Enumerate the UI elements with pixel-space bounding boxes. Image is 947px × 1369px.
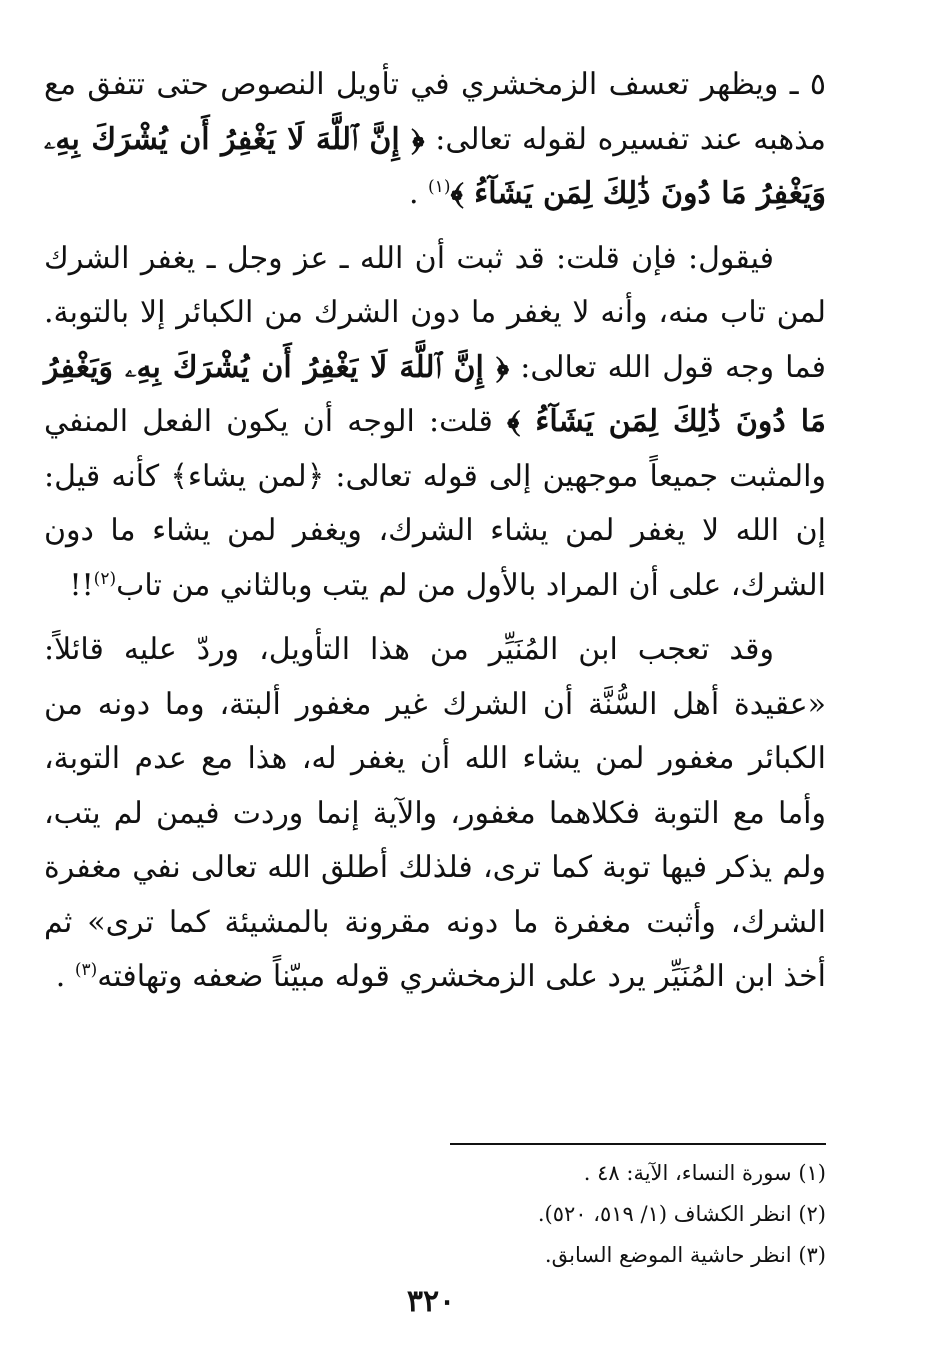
paragraph-1 <box>44 58 826 222</box>
footnote-1: (١) سورة النساء، الآية: ٤٨ . <box>583 1161 826 1185</box>
footnote-ref: (١) <box>428 177 451 197</box>
footnote-ref: (٢) <box>93 568 117 589</box>
paragraph-2 <box>44 232 826 614</box>
paragraph-3 <box>44 623 826 1005</box>
quran-quote: ﴿ إِنَّ ٱللَّهَ لَا يَغْفِرُ أَن يُشْرَكَ بِهِۦ وَيَغْفِرُ مَا دُونَ ذَٰلِكَ لِمَن يَشَآءُ ﴾ <box>44 349 826 439</box>
text-run: . <box>55 959 75 994</box>
main-text <box>44 58 826 1005</box>
footnote-3: (٣) انظر حاشية الموضع السابق. <box>544 1243 826 1267</box>
text-run: !! <box>69 567 94 603</box>
text-run: فيقول: فإن قلت: قد ثبت أن الله ـ عز وجل ـ يغفر الشرك لمن تاب منه، وأنه لا يغفر ما دون الشرك من الكبائر إلا بالتوبة. فما وجه قول الله تعالى: <box>44 240 827 385</box>
page-number: ٣٢٠ <box>406 1284 456 1319</box>
text-run: وقد تعجب ابن المُنَيِّر من هذا التأويل، وردّ عليه قائلاً: «عقيدة أهل السُّنَّة أن الشرك غير مغفور ألبتة، وما دونه من الكبائر مغفور لمن يشاء الله أن يغفر له، هذا مع عدم التوبة، وأما مع التوبة فكلاهما مغفور، والآية إنما وردت فيمن لم يتب، ولم يذكر فيها توبة كما ترى، فلذلك أطلق الله تعالى نفي مغفرة الشرك، وأثبت مغفرة ما دونه مقرونة بالمشيئة كما ترى» ثم أخذ ابن المُنَيِّر يرد على الزمخشري قوله مبيّناً ضعفه وتهافته <box>44 632 827 994</box>
text-run: . <box>408 176 429 211</box>
quran-quote: ﴿ إِنَّ ٱللَّهَ لَا يَغْفِرُ أَن يُشْرَكَ بِهِۦ وَيَغْفِرُ مَا دُونَ ذَٰلِكَ لِمَن يَشَآءُ ﴾ <box>44 121 826 211</box>
footnote-separator <box>450 1143 826 1145</box>
text-run: قلت: الوجه أن يكون الفعل المنفي والمثبت جميعاً موجهين إلى قوله تعالى: ﴿لمن يشاء﴾ كأنه قيل: إن الله لا يغفر لمن يشاء الشرك، ويغفر لمن يشاء ما دون الشرك، على أن المراد بالأول من لم يتب وبالثاني من تاب <box>44 404 826 603</box>
footnotes <box>300 1153 826 1276</box>
text-run: ٥ ـ ويظهر تعسف الزمخشري في تأويل النصوص حتى تتفق مع مذهبه عند تفسيره لقوله تعالى: <box>44 67 826 157</box>
footnote-ref: (٣) <box>74 960 98 980</box>
footnote-2: (٢) انظر الكشاف (١/ ٥١٩، ٥٢٠). <box>537 1202 826 1226</box>
